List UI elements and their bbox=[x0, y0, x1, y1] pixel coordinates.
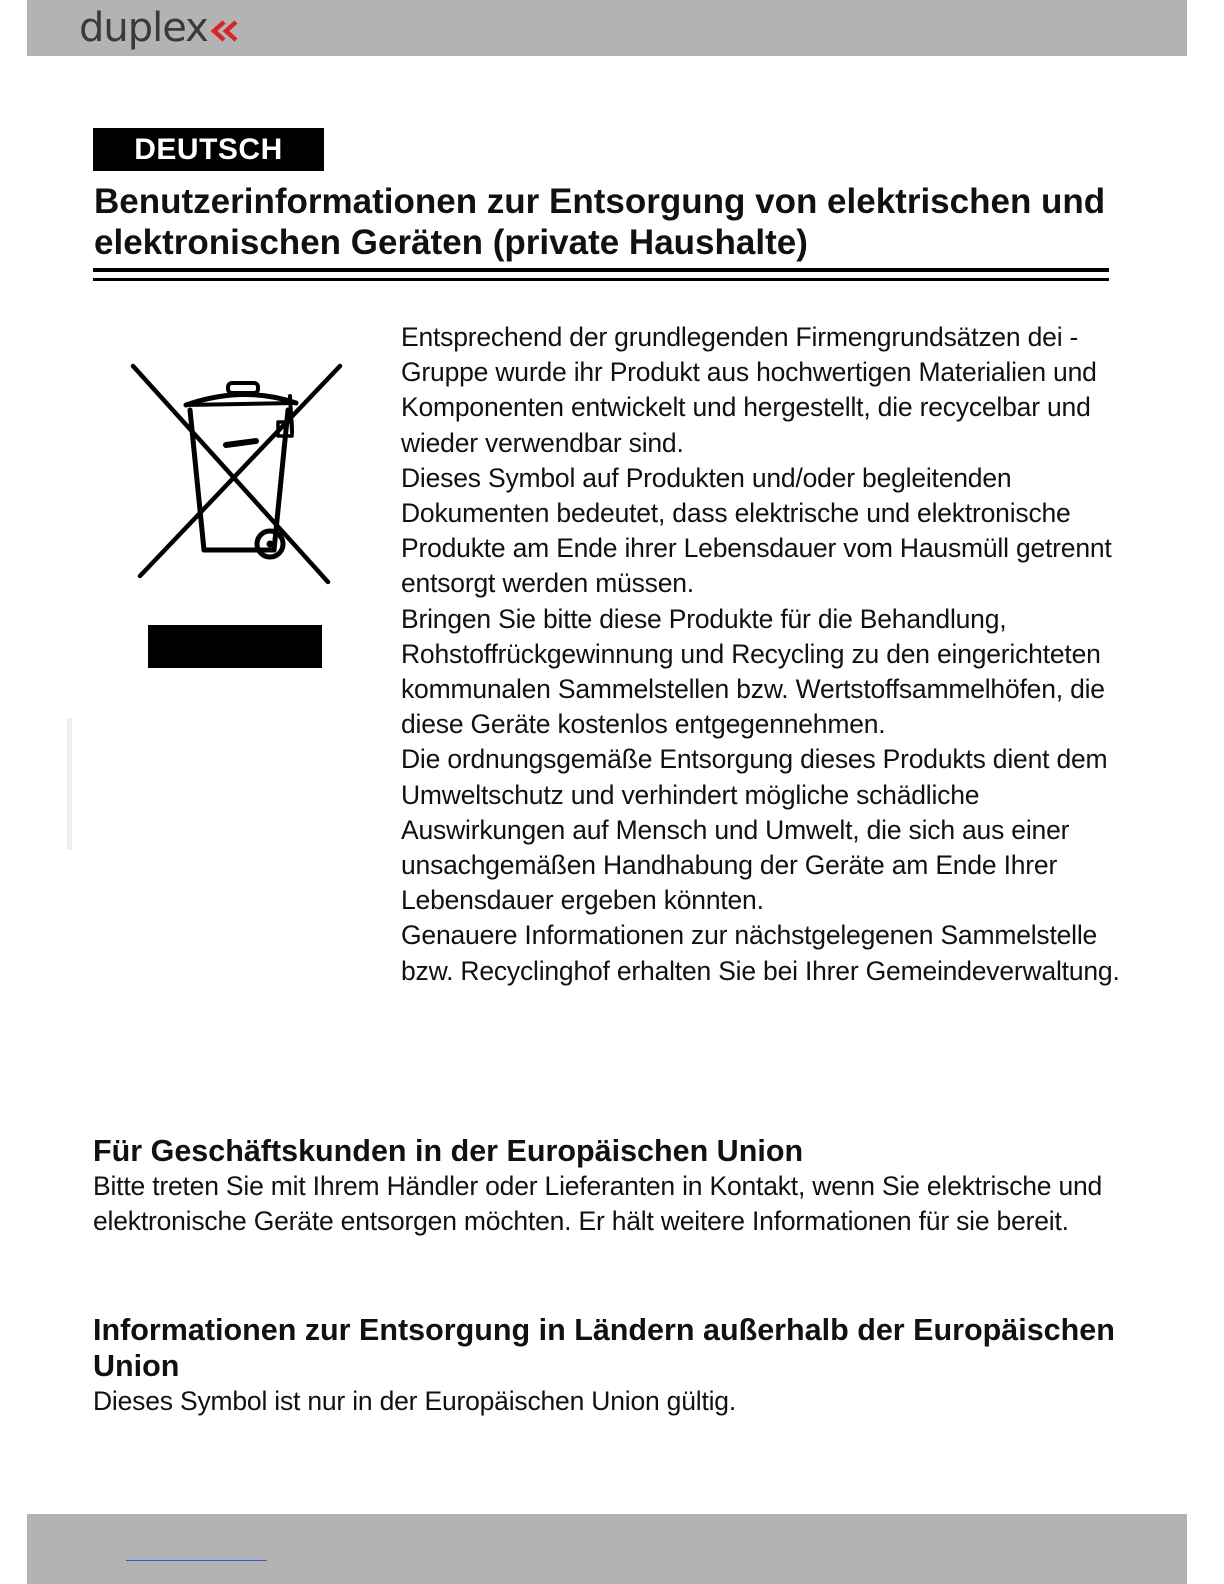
body-paragraph: Entsprechend der grundlegenden Firmengrundsätzen dei -Gruppe wurde ihr Produkt aus hochwertigen Materialien und Komponenten entwickelt und hergestellt, die recycelbar und wieder verwendbar sind. bbox=[401, 322, 1097, 458]
footer-bar bbox=[27, 1514, 1187, 1584]
page-title: Benutzerinformationen zur Entsorgung von elektrischen und elektronischen Geräten (private Haushalte) bbox=[94, 182, 1106, 262]
language-badge: DEUTSCH bbox=[93, 128, 324, 171]
logo-text: duplex bbox=[79, 5, 208, 51]
duplex-logo bbox=[79, 2, 240, 54]
business-customers-section bbox=[93, 1133, 1123, 1239]
body-paragraph: Genauere Informationen zur nächstgelegenen Sammelstelle bzw. Recyclinghof erhalten Sie bei Ihrer Gemeindeverwaltung. bbox=[401, 920, 1120, 986]
title-rule-thin bbox=[93, 278, 1109, 281]
business-customers-text: Bitte treten Sie mit Ihrem Händler oder Lieferanten in Kontakt, wenn Sie elektrische und elektronische Geräte entsorgen möchten. Er hält weitere Informationen für sie bereit. bbox=[93, 1171, 1103, 1237]
header-bar bbox=[27, 0, 1187, 56]
scan-artifact bbox=[67, 718, 72, 850]
body-paragraph: Dieses Symbol auf Produkten und/oder begleitenden Dokumenten bedeutet, dass elektrische und elektronische Produkte am Ende ihrer Lebensdauer vom Hausmüll getrennt entsorgt werden müssen. bbox=[401, 462, 1112, 599]
logo-chevrons-icon bbox=[210, 19, 240, 43]
outside-eu-heading: Informationen zur Entsorgung in Ländern außerhalb der Europäischen Union bbox=[93, 1313, 1115, 1383]
body-paragraph: Die ordnungsgemäße Entsorgung dieses Produkts dient dem Umweltschutz und verhindert mögliche schädliche Auswirkungen auf Mensch und Umwelt, die sich aus einer unsachgemäßen Handhabung der Geräte am Ende Ihrer Lebensdauer ergeben könnten. bbox=[401, 744, 1108, 916]
body-paragraph: Bringen Sie bitte diese Produkte für die Behandlung, Rohstoffrückgewinnung und Recycling zu den eingerichteten kommunalen Sammelstellen bzw. Wertstoffsammelhöfen, die diese Geräte kostenlos entgegennehmen. bbox=[401, 603, 1105, 740]
business-customers-heading: Für Geschäftskunden in der Europäischen Union bbox=[93, 1134, 804, 1168]
footer-link-underline[interactable] bbox=[126, 1550, 267, 1561]
weee-solid-bar bbox=[148, 625, 322, 668]
body-text bbox=[401, 320, 1131, 989]
outside-eu-section bbox=[93, 1312, 1123, 1419]
crossed-out-wheelie-bin-icon bbox=[128, 360, 344, 585]
title-rule-thick bbox=[93, 268, 1109, 272]
outside-eu-text: Dieses Symbol ist nur in der Europäischen Union gültig. bbox=[93, 1386, 736, 1416]
